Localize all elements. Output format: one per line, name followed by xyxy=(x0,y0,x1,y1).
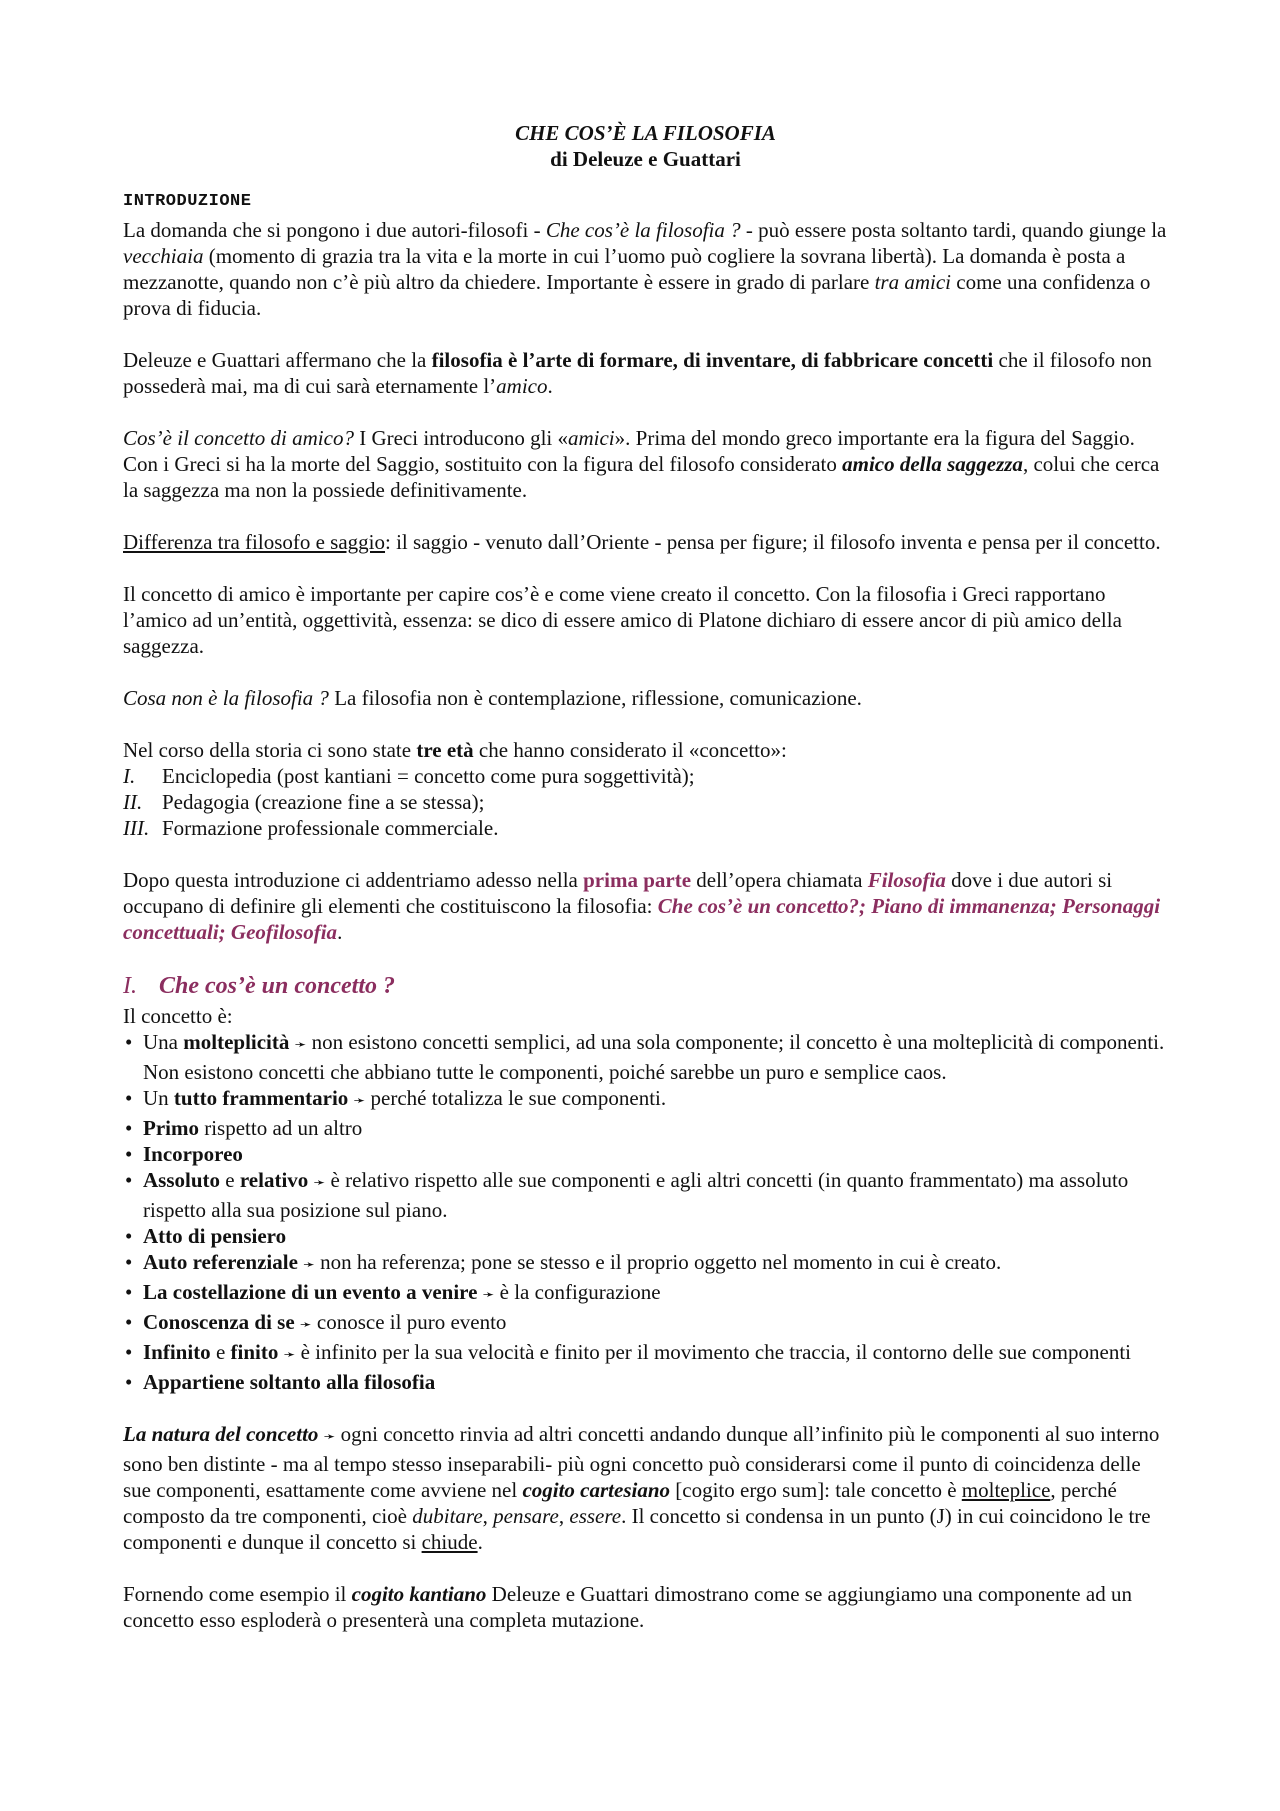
list-item: • Atto di pensiero xyxy=(123,1223,1168,1249)
list-item: • Un tutto frammentario ➛ perché totalizza le sue componenti. xyxy=(123,1085,1168,1115)
arrow-icon: ➛ xyxy=(323,1430,336,1445)
document-subtitle: di Deleuze e Guattari xyxy=(550,147,741,171)
intro-paragraph-3: Cos’è il concetto di amico? I Greci introducono gli «amici». Prima del mondo greco importante era la figura del Saggio. Con i Greci si ha la morte del Saggio, sostituito con la figura del filosofo considerato amico della saggezza, colui che cerca la saggezza ma non la possiede definitivamente. xyxy=(123,426,1160,502)
intro-paragraph-4: Differenza tra filosofo e saggio: il saggio - venuto dall’Oriente - pensa per figure; il filosofo inventa e pensa per il concetto. xyxy=(123,530,1161,554)
list-item: • Primo rispetto ad un altro xyxy=(123,1115,1168,1141)
list-item: • Assoluto e relativo ➛ è relativo rispetto alle sue componenti e agli altri concetti (in quanto frammentato) ma assoluto rispetto alla sua posizione sul piano. xyxy=(123,1167,1168,1223)
list-item: III. Formazione professionale commerciale. xyxy=(123,816,499,840)
arrow-icon: ➛ xyxy=(313,1176,326,1191)
list-item: II. Pedagogia (creazione fine a se stessa); xyxy=(123,790,485,814)
arrow-icon: ➛ xyxy=(294,1038,307,1053)
list-item: • Una molteplicità ➛ non esistono concetti semplici, ad una sola componente; il concetto è una molteplicità di componenti. Non esistono concetti che abbiano tutte le componenti, poiché sarebbe un puro e semplice caos. xyxy=(123,1029,1168,1085)
intro-paragraph-6: Cosa non è la filosofia ? La filosofia non è contemplazione, riflessione, comunicazione. xyxy=(123,686,862,710)
list-item: I. Enciclopedia (post kantiani = concetto come pura soggettività); xyxy=(123,764,695,788)
concept-bullet-list xyxy=(123,1029,1168,1395)
arrow-icon: ➛ xyxy=(303,1258,315,1273)
list-item: • Auto referenziale ➛ non ha referenza; pone se stesso e il proprio oggetto nel momento in cui è creato. xyxy=(123,1249,1168,1279)
intro-paragraph-8: Dopo questa introduzione ci addentriamo adesso nella prima parte dell’opera chiamata Filosofia dove i due autori si occupano di definire gli elementi che costituiscono la filosofia: Che cos’è un concetto?; Piano di immanenza; Personaggi concettuali; Geofilosofia. xyxy=(123,868,1161,944)
section-heading: I. Che cos’è un concetto ? xyxy=(123,973,395,999)
intro-paragraph-5: Il concetto di amico è importante per capire cos’è e come viene creato il concetto. Con la filosofia i Greci rapportano l’amico ad un’entità, oggettività, essenza: se dico di essere amico di Platone dichiaro di essere ancor di più amico della saggezza. xyxy=(123,582,1122,658)
intro-paragraph-7: Nel corso della storia ci sono state tre età che hanno considerato il «concetto»: xyxy=(123,738,787,762)
nature-paragraph: La natura del concetto ➛ ogni concetto rinvia ad altri concetti andando dunque all’infinito più le componenti al suo interno sono ben distinte - ma al tempo stesso inseparabili- più ogni concetto può considerarsi come il punto di coincidenza delle sue componenti, esattamente come avviene nel cogito cartesiano [cogito ergo sum]: tale concetto è molteplice, perché composto da tre componenti, cioè dubitare, pensare, essere. Il concetto si condensa in un punto (J) in cui coincidono le tre componenti e dunque il concetto si chiude. xyxy=(123,1422,1160,1554)
intro-paragraph-1: La domanda che si pongono i due autori-filosofi - Che cos’è la filosofia ? - può essere posta soltanto tardi, quando giunge la vecchiaia (momento di grazia tra la vita e la morte in cui l’uomo può cogliere la sovrana libertà). La domanda è posta a mezzanotte, quando non c’è più altro da chiedere. Importante è essere in grado di parlare tra amici come una confidenza o prova di fiducia. xyxy=(123,218,1167,320)
list-item: • La costellazione di un evento a venire ➛ è la configurazione xyxy=(123,1279,1168,1309)
arrow-icon: ➛ xyxy=(299,1318,312,1333)
ages-list xyxy=(123,763,1168,841)
section-lead: Il concetto è: xyxy=(123,1004,233,1028)
list-item: • Appartiene soltanto alla filosofia xyxy=(123,1369,1168,1395)
arrow-icon: ➛ xyxy=(353,1094,366,1109)
intro-heading: INTRODUZIONE xyxy=(123,192,252,211)
arrow-icon: ➛ xyxy=(482,1288,495,1303)
list-item: • Infinito e finito ➛ è infinito per la sua velocità e finito per il movimento che traccia, il contorno delle sue componenti xyxy=(123,1339,1168,1369)
kant-paragraph: Fornendo come esempio il cogito kantiano Deleuze e Guattari dimostrano come se aggiungiamo una componente ad un concetto esso esploderà o presenterà una completa mutazione. xyxy=(123,1582,1132,1632)
intro-paragraph-2: Deleuze e Guattari affermano che la filosofia è l’arte di formare, di inventare, di fabbricare concetti che il filosofo non possederà mai, ma di cui sarà eternamente l’amico. xyxy=(123,348,1152,398)
list-item: • Incorporeo xyxy=(123,1141,1168,1167)
list-item: • Conoscenza di se ➛ conosce il puro evento xyxy=(123,1309,1168,1339)
arrow-icon: ➛ xyxy=(283,1348,296,1363)
document-title: CHE COS’È LA FILOSOFIA xyxy=(515,121,776,145)
